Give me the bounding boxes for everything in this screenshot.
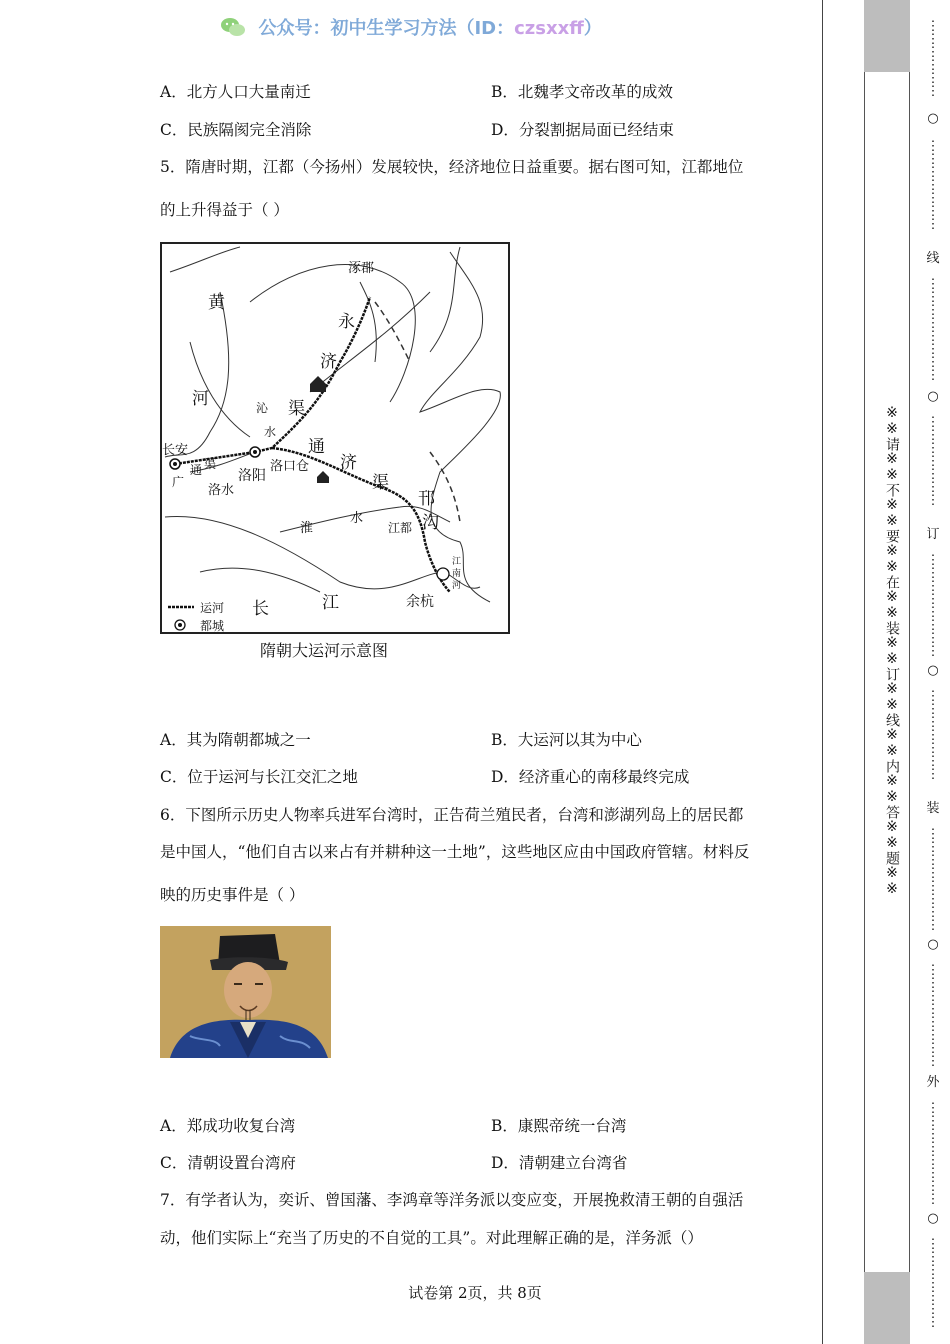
label-gou: 沟 (422, 513, 439, 533)
page-header (0, 14, 822, 40)
q7-stem-line2: 动，他们实际上“充当了历史的不自觉的工具”。对此理解正确的是，洋务派（） (160, 1229, 703, 1247)
label-yong: 永 (338, 312, 355, 332)
binding-warning-text: ※※请※※不※※要※※在※※装※※订※※线※※内※※答※※题※※ (884, 405, 900, 897)
binding-bottom-bar (864, 1272, 910, 1344)
label-tong: 通 (308, 437, 325, 457)
q7-stem-line1: 7．有学者认为，奕䜣、曾国藩、李鸿章等洋务派以变应变，开展挽救清王朝的自强活 (160, 1191, 744, 1209)
binding-char-wai: 外 (926, 1075, 940, 1090)
q4-option-a: A．北方人口大量南迁 (160, 83, 311, 101)
label-jiangnan: 江 (452, 557, 462, 567)
header-id: czsxxff (514, 18, 584, 39)
binding-top-bar (864, 0, 910, 72)
circle-mark: ○ (927, 111, 939, 126)
label-jiangdu: 江都 (388, 521, 413, 535)
label-qu-small: 渠 (204, 457, 217, 471)
label-changan: 长安 (162, 443, 189, 458)
label-huang: 黄 (208, 293, 225, 313)
label-qu2: 渠 (372, 473, 389, 493)
q4-option-d: D．分裂割据局面已经结束 (491, 121, 674, 139)
label-nanhe2: 河 (452, 581, 462, 591)
label-luoyang: 洛阳 (238, 468, 266, 484)
label-luokoucang: 洛口仓 (270, 459, 310, 474)
label-shui-huai: 水 (350, 511, 364, 526)
q6-stem-line1: 6．下图所示历史人物率兵进军台湾时，正告荷兰殖民者，台湾和澎湖列岛上的居民都 (160, 806, 744, 824)
label-he: 河 (192, 389, 209, 409)
circle-mark: ○ (927, 663, 939, 678)
binding-char-zhuang: 装 (926, 801, 940, 816)
circle-mark: ○ (927, 937, 939, 952)
label-shui-qin: 水 (264, 425, 277, 439)
header-end: ） (583, 18, 602, 39)
binding-border (822, 0, 823, 1344)
label-qu1: 渠 (288, 399, 305, 419)
q6-option-a: A．郑成功收复台湾 (160, 1117, 296, 1135)
label-qin: 沁 (256, 401, 269, 415)
legend-canal: 运河 (200, 601, 225, 615)
historical-portrait-image (160, 926, 331, 1058)
binding-char-xian: 线 (926, 251, 940, 266)
q6-option-b: B．康熙帝统一台湾 (491, 1117, 627, 1135)
label-zhuojun: 涿郡 (348, 261, 375, 276)
label-tong-qu: 通 (190, 463, 203, 477)
label-chang: 长 (252, 599, 269, 619)
q4-option-b: B．北魏孝文帝改革的成效 (491, 83, 673, 101)
q5-stem-line2: 的上升得益于（ ） (160, 201, 289, 219)
label-ji1: 济 (320, 352, 337, 372)
q6-stem-line2: 是中国人，“他们自古以来占有并耕种这一土地”，这些地区应由中国政府管辖。材料反 (160, 843, 750, 861)
map-caption: 隋朝大运河示意图 (260, 641, 389, 660)
label-nanhe1: 南 (452, 569, 462, 579)
label-han: 邗 (418, 489, 435, 509)
page-footer (0, 1282, 950, 1303)
label-yuhang: 余杭 (406, 594, 434, 610)
binding-line-marks: ⋮ ⋮ ⋮ ⋮ ⋮ ⋮ ○ ⋮ ⋮ ⋮ ⋮ ⋮ ⋮ ⋮ 线 ⋮ ⋮ ⋮ ⋮ ⋮ ⋮ ⋮ ⋮ ○ ⋮ ⋮ ⋮ ⋮ ⋮ ⋮ ⋮ 订 ⋮ ⋮ ⋮ ⋮ ⋮ ⋮ ⋮ ⋮ ○ ⋮ ⋮ ⋮ ⋮ ⋮ ⋮ ⋮ 装 ⋮ ⋮ ⋮ ⋮ ⋮ ⋮ ⋮ ⋮ ○ ⋮ ⋮ ⋮ ⋮ ⋮ ⋮ ⋮ ⋮ 外 ⋮ ⋮ ⋮ ⋮ ⋮ ⋮ ⋮ ⋮ ○ ⋮ ⋮ ⋮ ⋮ ⋮ ⋮ ⋮ (922, 0, 944, 1344)
q6-stem-line3: 映的历史事件是（ ） (160, 886, 305, 904)
label-guang: 广 (172, 475, 185, 489)
q4-option-c: C．民族隔阂完全消除 (160, 121, 312, 139)
label-luoshui: 洛水 (208, 483, 235, 498)
sui-canal-map (160, 242, 510, 634)
header-text: 公众号：初中生学习方法（ID： (258, 18, 515, 39)
q5-option-b: B．大运河以其为中心 (491, 731, 642, 749)
label-ji2: 济 (340, 453, 357, 473)
q5-option-a: A．其为隋朝都城之一 (160, 731, 311, 749)
binding-char-ding: 订 (926, 527, 940, 542)
label-huai: 淮 (300, 521, 314, 536)
page-number: 试卷第 2页，共 8页 (408, 1284, 542, 1302)
circle-mark: ○ (927, 389, 939, 404)
q5-option-d: D．经济重心的南移最终完成 (491, 768, 690, 786)
q5-option-c: C．位于运河与长江交汇之地 (160, 768, 358, 786)
wechat-icon (220, 17, 246, 37)
legend-capital: 都城 (200, 619, 225, 633)
q6-option-c: C．清朝设置台湾府 (160, 1154, 296, 1172)
label-jiang: 江 (322, 593, 339, 613)
q6-option-d: D．清朝建立台湾省 (491, 1154, 628, 1172)
q5-stem-line1: 5．隋唐时期，江都（今扬州）发展较快，经济地位日益重要。据右图可知，江都地位 (160, 158, 744, 176)
circle-mark: ○ (927, 1211, 939, 1226)
